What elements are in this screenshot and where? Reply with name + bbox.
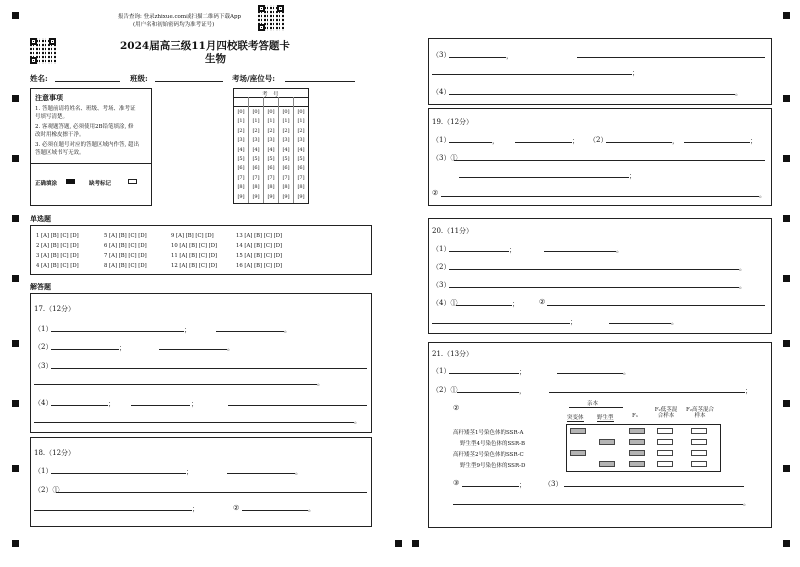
missing-mark-box[interactable] (128, 179, 137, 184)
page-title: 2024届高三级11月四校联考答题卡 (120, 40, 290, 52)
mc-question[interactable]: 3 [A] [B] [C] [D] (36, 253, 79, 259)
answer-line[interactable] (34, 422, 354, 423)
timing-mark (783, 95, 790, 102)
semicolon: ； (184, 326, 191, 334)
answer-line[interactable] (547, 305, 765, 306)
semicolon: ； (572, 137, 579, 145)
answer-line[interactable] (453, 504, 743, 505)
timing-mark (783, 275, 790, 282)
period: 。 (735, 89, 742, 97)
band-f2high-a[interactable] (691, 428, 707, 434)
comma: ， (492, 137, 499, 145)
answer-line[interactable] (227, 473, 295, 474)
mc-question[interactable]: 14 [A] [B] [C] [D] (236, 243, 283, 249)
q18-part3: （3） (432, 51, 451, 59)
exam-digit-bubble[interactable]: [9] (252, 193, 260, 200)
timing-mark (783, 215, 790, 222)
period: 。 (227, 344, 234, 352)
q17-part1: （1） (34, 325, 53, 333)
q18-part2: （2）① (34, 486, 60, 494)
exam-digit-bubble[interactable]: [1] (237, 118, 245, 125)
exam-digit-bubble[interactable]: [5] (252, 156, 260, 162)
semicolon: ； (519, 368, 526, 376)
timing-mark (12, 155, 19, 162)
band-mutant-c (570, 450, 586, 456)
period: 。 (295, 468, 302, 476)
period: 。 (759, 191, 766, 199)
q19-title: 19.（12分） (432, 118, 474, 126)
q17-title: 17.（12分） (34, 305, 76, 313)
period: 。 (616, 246, 623, 254)
q19-part2: （2） (589, 136, 608, 144)
answer-line[interactable] (51, 473, 186, 474)
col-mutant: 突变体 (567, 415, 584, 421)
answer-line[interactable] (456, 305, 512, 306)
band-f2high-b[interactable] (691, 439, 707, 445)
exam-digit-bubble[interactable]: [7] (267, 174, 275, 181)
mc-question[interactable]: 11 [A] [B] [C] [D] (171, 253, 218, 259)
timing-mark (412, 540, 419, 547)
corner-mark (12, 540, 19, 547)
q20-part4b: ② (539, 298, 546, 306)
q21-title: 21.（13分） (432, 350, 474, 358)
exam-digit-bubble[interactable]: [9] (237, 193, 245, 200)
q21-part3: （3） (544, 480, 563, 488)
q18-continued-box (428, 38, 772, 105)
exam-number-label: 考 号 (262, 92, 279, 98)
exam-digit-bubble[interactable]: [7] (297, 174, 305, 181)
timing-mark (783, 400, 790, 407)
mc-box (30, 225, 372, 275)
period: 。 (739, 264, 746, 272)
exam-digit-bubble[interactable]: [6] (237, 165, 245, 172)
band-f2low-d[interactable] (657, 461, 673, 467)
semicolon: ； (519, 481, 526, 489)
exam-digit-bubble[interactable]: [6] (267, 165, 275, 172)
exam-digit-bubble[interactable]: [1] (252, 118, 260, 125)
q17-part4: （4） (34, 399, 53, 407)
timing-mark (783, 155, 790, 162)
q20-part1: （1） (432, 245, 451, 253)
q17-box (30, 293, 372, 433)
answer-line[interactable] (449, 57, 506, 58)
row-ssr-a: 高秆矮茎1号染色体的SSR-A (453, 430, 524, 436)
exam-digit-bubble[interactable]: [4] (282, 146, 290, 153)
exam-number-grid (233, 88, 309, 204)
q17-part3: （3） (34, 362, 53, 370)
q18-part4: （4） (432, 88, 451, 96)
mc-question[interactable]: 5 [A] [B] [C] [D] (104, 233, 147, 239)
semicolon: ； (119, 344, 126, 352)
semicolon: ； (512, 300, 519, 308)
comma: ， (672, 137, 679, 145)
q20-part2: （2） (432, 263, 451, 271)
band-f1-d (629, 461, 645, 467)
exam-digit-bubble[interactable]: [2] (237, 127, 245, 134)
room-field[interactable] (285, 81, 355, 82)
answer-line[interactable] (544, 251, 616, 252)
room-label: 考场/座位号: (232, 74, 276, 83)
corner-mark (783, 540, 790, 547)
answer-line[interactable] (449, 287, 739, 288)
answer-line[interactable] (609, 323, 671, 324)
notice-line-1: 报告查询: 登录zhixue.com或扫描二维码下载App (118, 14, 242, 20)
exam-digit-bubble[interactable]: [3] (282, 137, 290, 144)
answer-line[interactable] (432, 323, 570, 324)
parent-label: 亲本 (587, 401, 599, 407)
mc-question[interactable]: 10 [A] [B] [C] [D] (171, 243, 218, 249)
answer-line[interactable] (449, 373, 519, 374)
period: 。 (308, 505, 315, 513)
exam-digit-bubble[interactable]: [4] (267, 146, 275, 153)
answer-line[interactable] (51, 368, 367, 369)
q21-box (428, 342, 772, 528)
mc-question[interactable]: 13 [A] [B] [C] [D] (236, 233, 283, 239)
semicolon: ； (632, 69, 639, 77)
exam-digit-bubble[interactable]: [0] (252, 109, 260, 115)
q19-part3b: ② (432, 189, 439, 197)
timing-mark (12, 400, 19, 407)
answer-line[interactable] (131, 405, 190, 406)
answer-line[interactable] (51, 331, 184, 332)
q20-part3: （3） (432, 281, 451, 289)
missing-mark-label: 缺考标记 (89, 181, 112, 187)
notes-title: 注意事项 (35, 93, 63, 102)
mc-question[interactable]: 9 [A] [B] [C] [D] (171, 233, 214, 239)
answer-line[interactable] (462, 486, 519, 487)
exam-digit-bubble[interactable]: [2] (267, 127, 275, 134)
q18-part2b: ② (233, 504, 240, 512)
exam-digit-bubble[interactable]: [9] (267, 193, 275, 200)
notes-line: 1. 答题前请将姓名、班级、考场、准考证 (35, 106, 136, 112)
corner-mark (783, 12, 790, 19)
answer-line[interactable] (457, 392, 519, 393)
exam-digit-bubble[interactable]: [3] (297, 137, 305, 144)
exam-digit-bubble[interactable]: [4] (237, 146, 245, 153)
exam-digit-bubble[interactable]: [4] (252, 146, 260, 153)
q21-part2b: ② (453, 404, 460, 412)
exam-digit-bubble[interactable]: [8] (282, 184, 290, 191)
band-mutant-a (570, 428, 586, 434)
timing-mark (12, 340, 19, 347)
comma: ， (506, 52, 513, 60)
answer-line[interactable] (515, 142, 572, 143)
mc-question[interactable]: 7 [A] [B] [C] [D] (104, 253, 147, 259)
answer-line[interactable] (432, 74, 632, 75)
mc-question[interactable]: 4 [A] [B] [C] [D] (36, 263, 79, 269)
exam-digit-bubble[interactable]: [6] (252, 165, 260, 172)
exam-digit-bubble[interactable]: [9] (282, 193, 290, 200)
notes-line: 2. 客观题答题, 必须使用2B铅笔填涂, 修 (35, 124, 134, 130)
mc-question[interactable]: 16 [A] [B] [C] [D] (236, 263, 283, 269)
semicolon: ； (750, 137, 757, 145)
answer-line[interactable] (56, 492, 367, 493)
correct-fill-label: 正确填涂 (35, 181, 58, 187)
timing-mark (783, 340, 790, 347)
q18-part1: （1） (34, 467, 53, 475)
answer-line[interactable] (549, 392, 745, 393)
exam-digit-bubble[interactable]: [8] (237, 184, 245, 191)
notes-box (30, 88, 152, 206)
answer-line[interactable] (454, 160, 765, 161)
exam-digit-bubble[interactable]: [5] (267, 156, 275, 162)
band-f2high-d[interactable] (691, 461, 707, 467)
q18-title: 18.（12分） (34, 449, 76, 457)
timing-mark (12, 275, 19, 282)
timing-mark (783, 465, 790, 472)
answer-line[interactable] (228, 405, 367, 406)
name-label: 姓名: (30, 74, 48, 83)
q20-box (428, 218, 772, 334)
app-qr-code (258, 5, 284, 31)
semicolon: ； (186, 468, 193, 476)
exam-digit-bubble[interactable]: [3] (237, 137, 245, 144)
mc-question[interactable]: 12 [A] [B] [C] [D] (171, 263, 218, 269)
exam-digit-bubble[interactable]: [1] (297, 118, 305, 125)
exam-digit-bubble[interactable]: [8] (252, 184, 260, 191)
period: 。 (743, 499, 750, 507)
col-f1: F₁ (632, 413, 639, 419)
divider (31, 163, 151, 164)
band-f1-c (629, 450, 645, 456)
answer-line[interactable] (51, 349, 119, 350)
exam-digit-bubble[interactable]: [8] (297, 184, 305, 191)
mc-title: 单选题 (30, 214, 51, 223)
q20-title: 20.（11分） (432, 227, 474, 235)
band-wild-d (599, 461, 615, 467)
answer-line[interactable] (34, 510, 192, 511)
exam-digit-bubble[interactable]: [6] (282, 165, 290, 172)
period: 。 (317, 379, 324, 387)
timing-mark (12, 95, 19, 102)
q19-part1: （1） (432, 136, 451, 144)
exam-digit-bubble[interactable]: [3] (267, 137, 275, 144)
exam-digit-bubble[interactable]: [0] (297, 109, 305, 115)
exam-digit-bubble[interactable]: [2] (252, 127, 260, 134)
class-field[interactable] (155, 81, 223, 82)
q20-part4: （4）① (432, 299, 458, 307)
row-ssr-b: 野生型4号染色体的SSR-B (460, 441, 525, 447)
band-f2low-c[interactable] (657, 450, 673, 456)
q21-part2c: ③ (453, 479, 460, 487)
answer-line[interactable] (684, 142, 750, 143)
answer-line[interactable] (216, 331, 284, 332)
answer-line[interactable] (242, 510, 308, 511)
exam-digit-bubble[interactable]: [1] (282, 118, 290, 125)
exam-digit-bubble[interactable]: [0] (282, 109, 290, 115)
answer-line[interactable] (449, 251, 509, 252)
exam-digit-bubble[interactable]: [4] (297, 146, 305, 153)
timing-mark (12, 465, 19, 472)
exam-digit-bubble[interactable]: [5] (297, 156, 305, 162)
notes-line: 改时用橡皮擦干净。 (35, 132, 85, 138)
subject-title: 生物 (205, 53, 226, 65)
band-f1-a (629, 428, 645, 434)
answer-line[interactable] (34, 384, 317, 385)
answer-line[interactable] (577, 57, 765, 58)
correct-fill-sample (66, 179, 75, 184)
mc-question[interactable]: 15 [A] [B] [C] [D] (236, 253, 283, 259)
semicolon: ； (745, 387, 752, 395)
exam-digit-bubble[interactable]: [5] (282, 156, 290, 162)
exam-digit-bubble[interactable]: [2] (297, 127, 305, 134)
comma: ， (519, 387, 526, 395)
band-f2low-b[interactable] (657, 439, 673, 445)
mc-question[interactable]: 8 [A] [B] [C] [D] (104, 263, 147, 269)
period: 。 (623, 368, 630, 376)
band-wild-b (599, 439, 615, 445)
band-f1-b (629, 439, 645, 445)
notice-line-2: (用户名和初始密码均为准考证号) (133, 22, 215, 28)
period: 。 (671, 318, 678, 326)
notes-line: 3. 必须在题号对应的答题区域内作答, 超出 (35, 142, 139, 148)
answer-line[interactable] (51, 405, 108, 406)
exam-digit-bubble[interactable]: [7] (237, 174, 245, 181)
q21-part1: （1） (432, 367, 451, 375)
q17-part2: （2） (34, 343, 53, 351)
q21-part2: （2）① (432, 386, 458, 394)
notes-line: 号填写清楚。 (35, 114, 69, 120)
answer-line[interactable] (557, 373, 623, 374)
q19-part3: （3）① (432, 154, 458, 162)
mc-question[interactable]: 6 [A] [B] [C] [D] (104, 243, 147, 249)
semicolon: ； (108, 400, 115, 408)
notes-line: 答题区域书写无效。 (35, 150, 85, 156)
student-qr-code (30, 38, 56, 64)
period: 。 (284, 326, 291, 334)
timing-mark (395, 540, 402, 547)
band-f2high-c[interactable] (691, 450, 707, 456)
exam-digit-bubble[interactable]: [9] (297, 193, 305, 200)
answer-line[interactable] (606, 142, 672, 143)
row-ssr-d: 野生型9号染色体的SSR-D (460, 463, 526, 469)
exam-digit-bubble[interactable]: [2] (282, 127, 290, 134)
semicolon: ； (192, 505, 199, 513)
exam-digit-bubble[interactable]: [6] (297, 165, 305, 172)
period: 。 (739, 282, 746, 290)
answer-line[interactable] (459, 177, 629, 178)
mc-question[interactable]: 2 [A] [B] [C] [D] (36, 243, 79, 249)
exam-digit-bubble[interactable]: [3] (252, 137, 260, 144)
col-f2-low: F₂低茎混合样本 (654, 407, 678, 419)
semicolon: ； (509, 246, 516, 254)
answer-line[interactable] (449, 269, 739, 270)
answer-line[interactable] (449, 142, 492, 143)
corner-mark (12, 12, 19, 19)
name-field[interactable] (55, 81, 120, 82)
answer-line[interactable] (441, 196, 759, 197)
exam-digit-bubble[interactable]: [7] (282, 174, 290, 181)
semicolon: ； (570, 318, 577, 326)
answer-line[interactable] (159, 349, 227, 350)
exam-digit-bubble[interactable]: [8] (267, 184, 275, 191)
answer-line[interactable] (449, 94, 735, 95)
semicolon: ； (191, 400, 198, 408)
class-label: 班级: (130, 74, 148, 83)
col-f2-high: F₂高茎混合样本 (685, 407, 715, 419)
period: 。 (354, 417, 361, 425)
col-wild: 野生型 (597, 415, 614, 421)
band-f2low-a[interactable] (657, 428, 673, 434)
semicolon: ； (629, 172, 636, 180)
exam-digit-bubble[interactable]: [0] (267, 109, 275, 115)
answer-section-title: 解答题 (30, 282, 51, 291)
exam-digit-bubble[interactable]: [0] (237, 109, 245, 115)
exam-digit-bubble[interactable]: [5] (237, 156, 245, 162)
timing-mark (12, 215, 19, 222)
q18-box (30, 437, 372, 527)
exam-digit-bubble[interactable]: [1] (267, 118, 275, 125)
row-ssr-c: 高秆矮茎2号染色体的SSR-C (453, 452, 524, 458)
q19-box (428, 108, 772, 206)
answer-line[interactable] (564, 486, 744, 487)
mc-question[interactable]: 1 [A] [B] [C] [D] (36, 233, 79, 239)
exam-digit-bubble[interactable]: [7] (252, 174, 260, 181)
